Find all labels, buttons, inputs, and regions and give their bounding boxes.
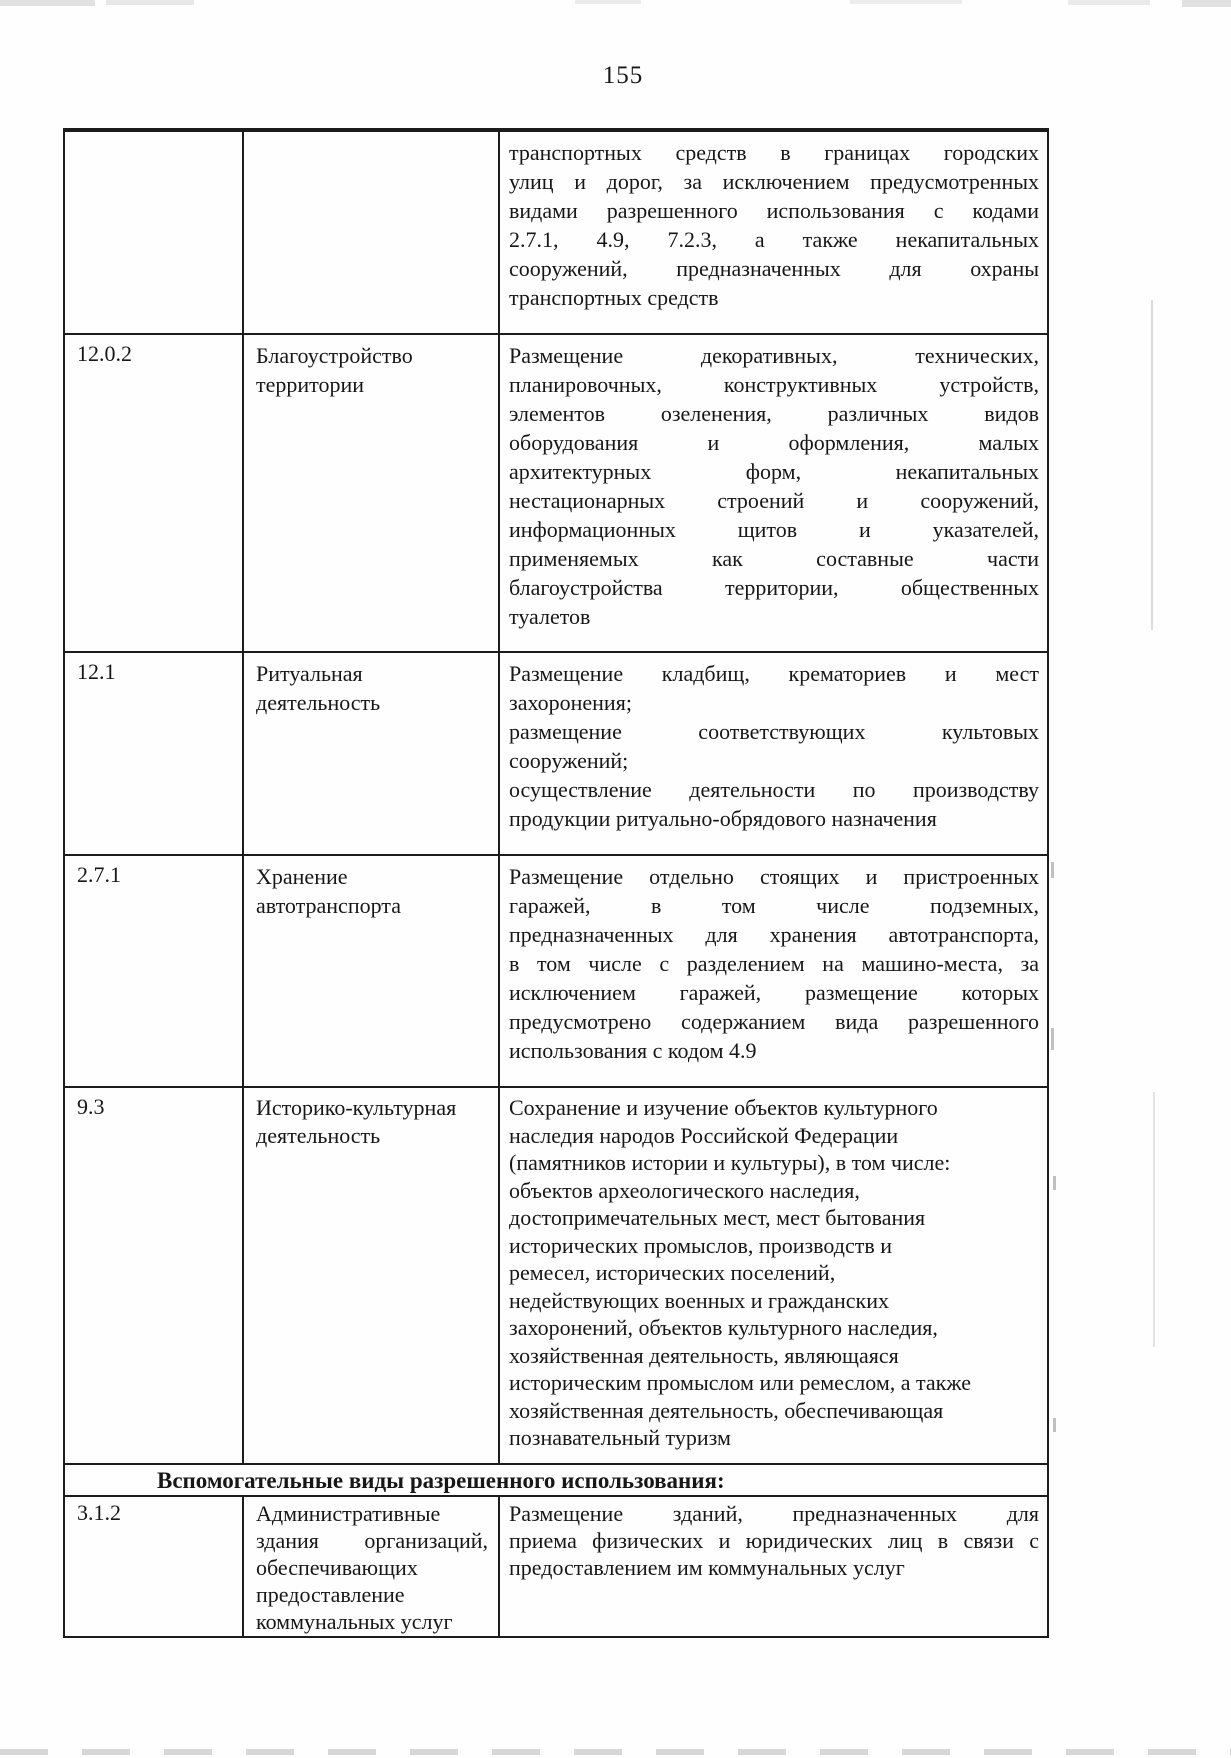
- description-line: Размещение кладбищ, крематориев и мест: [509, 661, 1039, 686]
- table-row: [65, 1088, 1047, 1465]
- name-line: обеспечивающих: [256, 1555, 418, 1580]
- scan-artifact: [0, 0, 95, 6]
- code-cell: 12.1: [65, 653, 244, 854]
- description-line: Размещение отдельно стоящих и пристроенных: [509, 864, 1039, 889]
- scan-artifact: [1151, 300, 1153, 630]
- description-line: размещение соответствующих культовых: [509, 719, 1039, 744]
- name-line: Хранение: [256, 864, 348, 889]
- name-cell: [244, 856, 500, 1086]
- description-line: благоустройства территории, общественных: [509, 575, 1039, 600]
- page-number: 155: [602, 62, 644, 89]
- scan-artifact: [575, 0, 641, 4]
- description-line: осуществление деятельности по производству: [509, 777, 1039, 802]
- description-line: историческим промыслом или ремеслом, а также: [509, 1370, 972, 1395]
- description-cell: [500, 335, 1047, 651]
- table-row: [65, 653, 1047, 856]
- description-line: захоронений, объектов культурного наследия,: [509, 1315, 938, 1340]
- description-line: нестационарных строений и сооружений,: [509, 488, 1039, 513]
- scan-artifact: [1182, 0, 1231, 7]
- scan-artifact: [1051, 862, 1054, 878]
- code-cell: 2.7.1: [65, 856, 244, 1086]
- table-row: [65, 335, 1047, 653]
- description-line: хозяйственная деятельность, обеспечивающая: [509, 1397, 944, 1423]
- description-line: транспортных средств: [509, 285, 719, 310]
- name-line: коммунальных услуг: [256, 1609, 453, 1634]
- description-line: Размещение зданий, предназначенных для: [509, 1501, 1039, 1526]
- description-line: планировочных, конструктивных устройств,: [509, 372, 1039, 397]
- description-line: использования с кодом 4.9: [509, 1038, 757, 1063]
- table-row: [65, 856, 1047, 1088]
- description-line: захоронения;: [509, 690, 632, 715]
- description-line: ремесел, исторических поселений,: [509, 1260, 836, 1285]
- name-cell: [244, 653, 500, 854]
- description-cell: [500, 1088, 1047, 1463]
- name-line: Ритуальная: [256, 661, 363, 686]
- description-line: предоставлением им коммунальных услуг: [509, 1555, 905, 1580]
- name-line: Историко-культурная: [256, 1095, 457, 1120]
- description-line: транспортных средств в границах городских: [509, 140, 1039, 165]
- scan-artifact: [850, 0, 962, 4]
- description-line: исключением гаражей, размещение которых: [509, 980, 1039, 1005]
- name-line: деятельность: [256, 1122, 381, 1148]
- description-line: приема физических и юридических лиц в связи с: [509, 1528, 1039, 1553]
- name-line: автотранспорта: [256, 893, 401, 918]
- description-line: (памятников истории и культуры), в том числе:: [509, 1150, 951, 1175]
- name-cell: [244, 132, 500, 333]
- description-line: недействующих военных и гражданских: [509, 1287, 889, 1313]
- description-line: исторических промыслов, производств и: [509, 1232, 893, 1258]
- table-row: [65, 132, 1047, 335]
- description-line: сооружений;: [509, 748, 629, 773]
- description-line: предназначенных для хранения автотранспорта,: [509, 922, 1039, 947]
- name-line: Административные: [256, 1501, 441, 1526]
- description-cell: [500, 653, 1047, 854]
- description-line: видами разрешенного использования с кодами: [509, 198, 1039, 223]
- description-line: хозяйственная деятельность, являющаяся: [509, 1342, 899, 1368]
- section-header-text: Вспомогательные виды разрешенного использования:: [157, 1468, 725, 1493]
- description-line: Сохранение и изучение объектов культурного: [509, 1095, 938, 1120]
- scan-artifact: [106, 0, 194, 5]
- name-line: территории: [256, 372, 365, 397]
- description-line: применяемых как составные части: [509, 546, 1039, 571]
- description-cell: [500, 132, 1047, 333]
- name-line: Благоустройство: [256, 343, 413, 368]
- name-line: здания организаций,: [256, 1528, 488, 1553]
- description-line: архитектурных форм, некапитальных: [509, 459, 1039, 484]
- land-use-table: [63, 128, 1049, 1638]
- name-cell: [244, 1497, 500, 1636]
- scan-artifact: [1053, 1176, 1056, 1190]
- name-cell: [244, 335, 500, 651]
- description-line: в том числе с разделением на машино-места, за: [509, 951, 1039, 976]
- name-cell: [244, 1088, 500, 1463]
- description-line: улиц и дорог, за исключением предусмотренных: [509, 169, 1039, 194]
- table-row: [65, 1497, 1047, 1636]
- description-line: Размещение декоративных, технических,: [509, 343, 1039, 368]
- name-line: деятельность: [256, 690, 381, 715]
- code-cell: 12.0.2: [65, 335, 244, 651]
- code-cell: 9.3: [65, 1088, 244, 1463]
- description-line: элементов озеленения, различных видов: [509, 401, 1039, 426]
- description-line: объектов археологического наследия,: [509, 1177, 860, 1203]
- description-line: познавательный туризм: [509, 1425, 731, 1450]
- description-line: оборудования и оформления, малых: [509, 430, 1039, 455]
- description-line: продукции ритуально-обрядового назначения: [509, 806, 937, 831]
- description-cell: [500, 1497, 1047, 1636]
- description-line: достопримечательных мест, мест бытования: [509, 1205, 926, 1230]
- scan-artifact: [0, 1749, 1231, 1755]
- scan-artifact: [1068, 0, 1150, 5]
- scan-artifact: [1053, 1418, 1056, 1432]
- code-cell: [65, 132, 244, 333]
- description-line: туалетов: [509, 604, 591, 629]
- description-line: наследия народов Российской Федерации: [509, 1122, 899, 1148]
- code-cell: 3.1.2: [65, 1497, 244, 1636]
- description-line: предусмотрено содержанием вида разрешенного: [509, 1009, 1039, 1034]
- scan-artifact: [1153, 1092, 1155, 1347]
- description-cell: [500, 856, 1047, 1086]
- description-line: информационных щитов и указателей,: [509, 517, 1039, 542]
- description-line: гаражей, в том числе подземных,: [509, 893, 1039, 918]
- description-line: 2.7.1, 4.9, 7.2.3, а также некапитальных: [509, 227, 1039, 252]
- scan-artifact: [1051, 1028, 1054, 1050]
- name-line: предоставление: [256, 1582, 405, 1607]
- description-line: сооружений, предназначенных для охраны: [509, 256, 1039, 281]
- section-header-row: [65, 1465, 1047, 1497]
